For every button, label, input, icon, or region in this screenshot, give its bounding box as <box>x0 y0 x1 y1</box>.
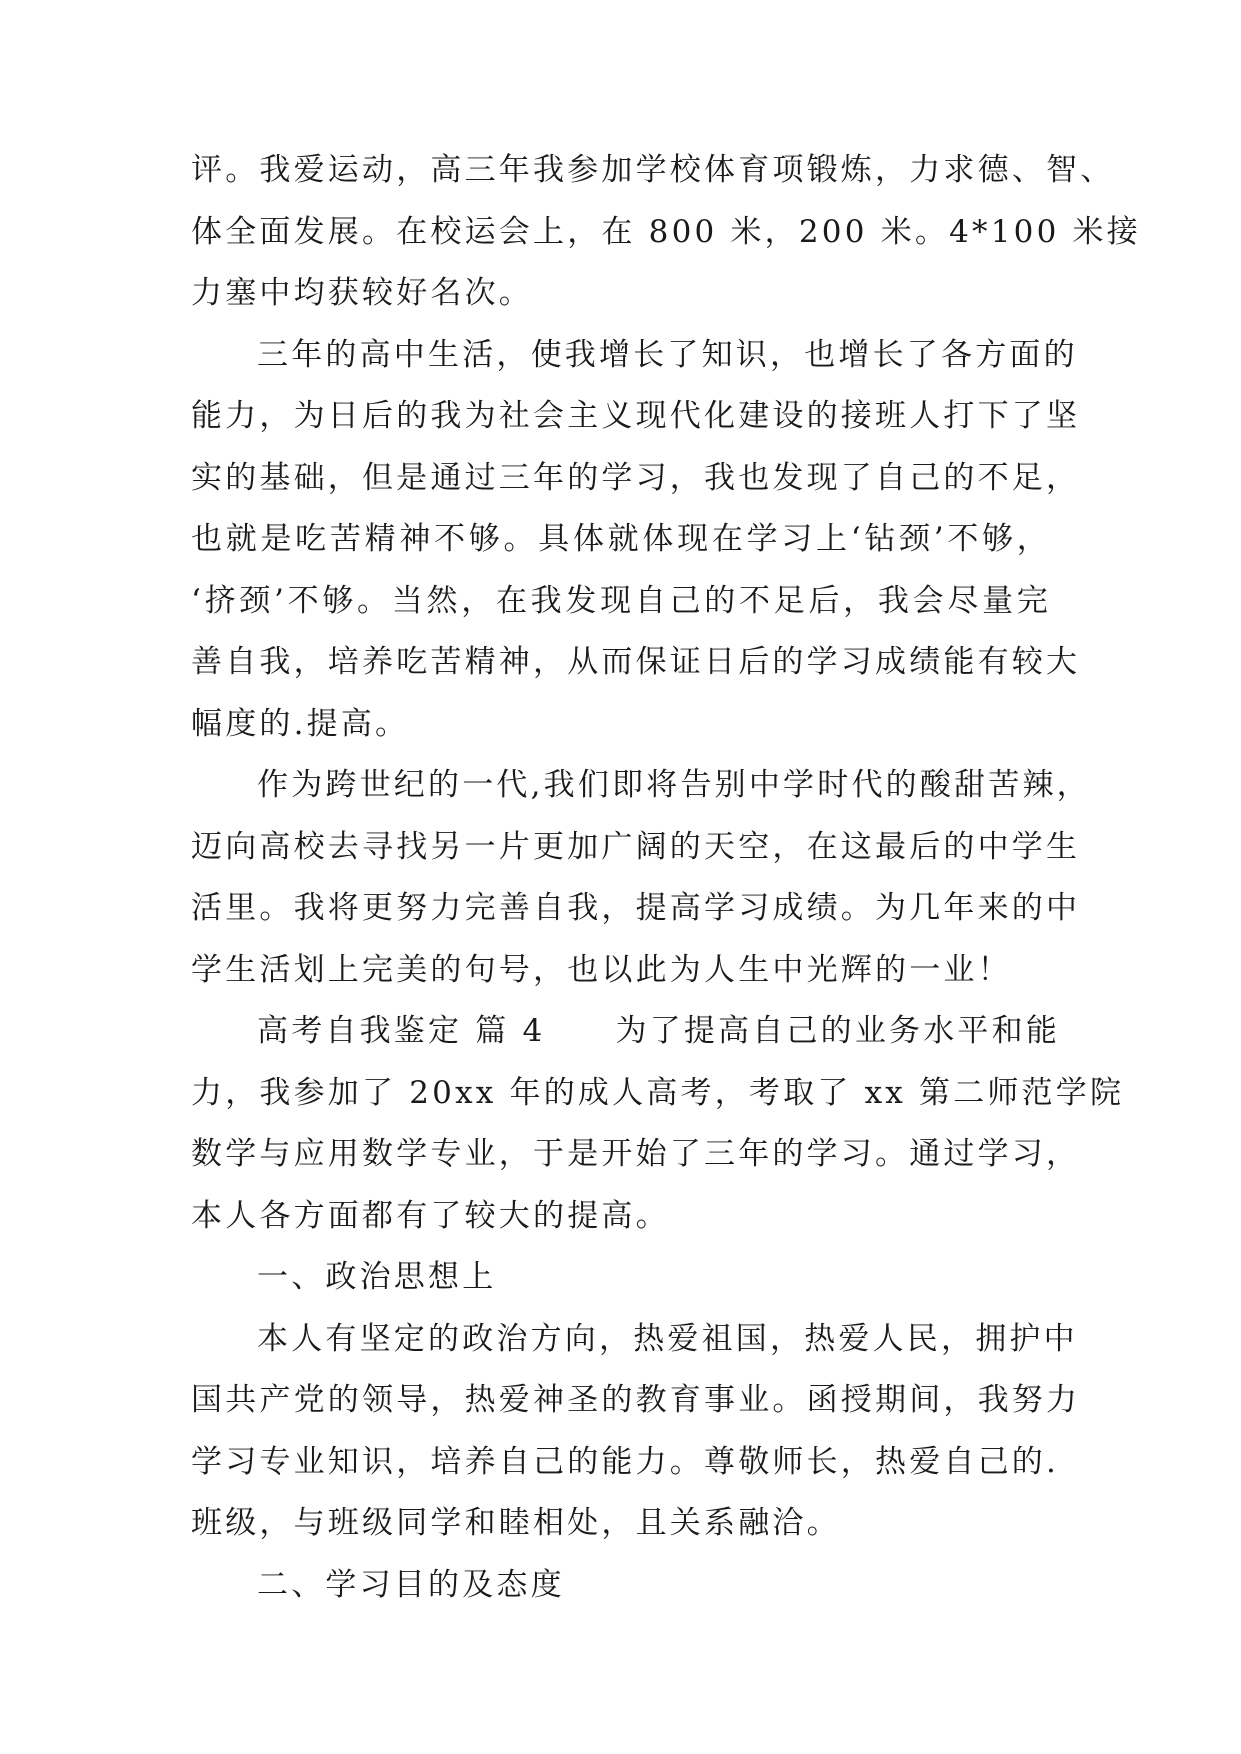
text-line: 学生活划上完美的句号，也以此为人生中光辉的一业！ <box>191 951 1012 988</box>
text-line: 力塞中均获较好名次。 <box>191 275 533 311</box>
text-line: 善自我，培养吃苦精神，从而保证日后的学习成绩能有较大 <box>191 644 1081 680</box>
paragraph-start-line: 作为跨世纪的一代,我们即将告别中学时代的酸甜苦辣， <box>257 767 1091 803</box>
text-line: 幅度的.提高。 <box>191 705 410 742</box>
text-line: 也就是吃苦精神不够。具体就体现在学习上‘钻颈’不够， <box>191 521 1051 557</box>
section-first-sentence: 为了提高自己的业务水平和能 <box>615 1013 1061 1049</box>
text-line: 实的基础，但是通过三年的学习，我也发现了自己的不足， <box>191 459 1081 496</box>
text-line: 国共产党的领导，热爱神圣的教育事业。函授期间，我努力 <box>191 1382 1081 1418</box>
text-line: ‘挤颈’不够。当然，在我发现自己的不足后，我会尽量完 <box>191 582 1051 619</box>
document-body <box>191 140 1141 1616</box>
text-line: 班级，与班级同学和睦相处，且关系融洽。 <box>191 1505 841 1541</box>
text-line: 学习专业知识，培养自己的能力。尊敬师长，热爱自己的. <box>191 1443 1060 1480</box>
section-heading-line <box>191 1001 1061 1063</box>
text-line: 本人各方面都有了较大的提高。 <box>191 1197 670 1234</box>
text-line: 数学与应用数学专业，于是开始了三年的学习。通过学习， <box>191 1136 1081 1172</box>
subheading-politics: 一、政治思想上 <box>257 1259 497 1295</box>
paragraph-start-line: 本人有坚定的政治方向，热爱祖国，热爱人民，拥护中 <box>257 1320 1078 1357</box>
text-line: 迈向高校去寻找另一片更加广阔的天空，在这最后的中学生 <box>191 828 1081 865</box>
text-line: 活里。我将更努力完善自我，提高学习成绩。为几年来的中 <box>191 890 1081 926</box>
text-line: 评。我爱运动，高三年我参加学校体育项锻炼，力求德、智、 <box>191 152 1115 188</box>
text-line: 体全面发展。在校运会上，在 800 米，200 米。4*100 米接 <box>191 213 1141 250</box>
text-line: 力，我参加了 20xx 年的成人高考，考取了 xx 第二师范学院 <box>191 1074 1125 1111</box>
section-title: 高考自我鉴定 篇 4 <box>257 1013 546 1049</box>
text-line: 能力，为日后的我为社会主义现代化建设的接班人打下了坚 <box>191 398 1081 434</box>
subheading-study: 二、学习目的及态度 <box>257 1566 565 1603</box>
paragraph-start-line: 三年的高中生活，使我增长了知识，也增长了各方面的 <box>257 336 1078 373</box>
